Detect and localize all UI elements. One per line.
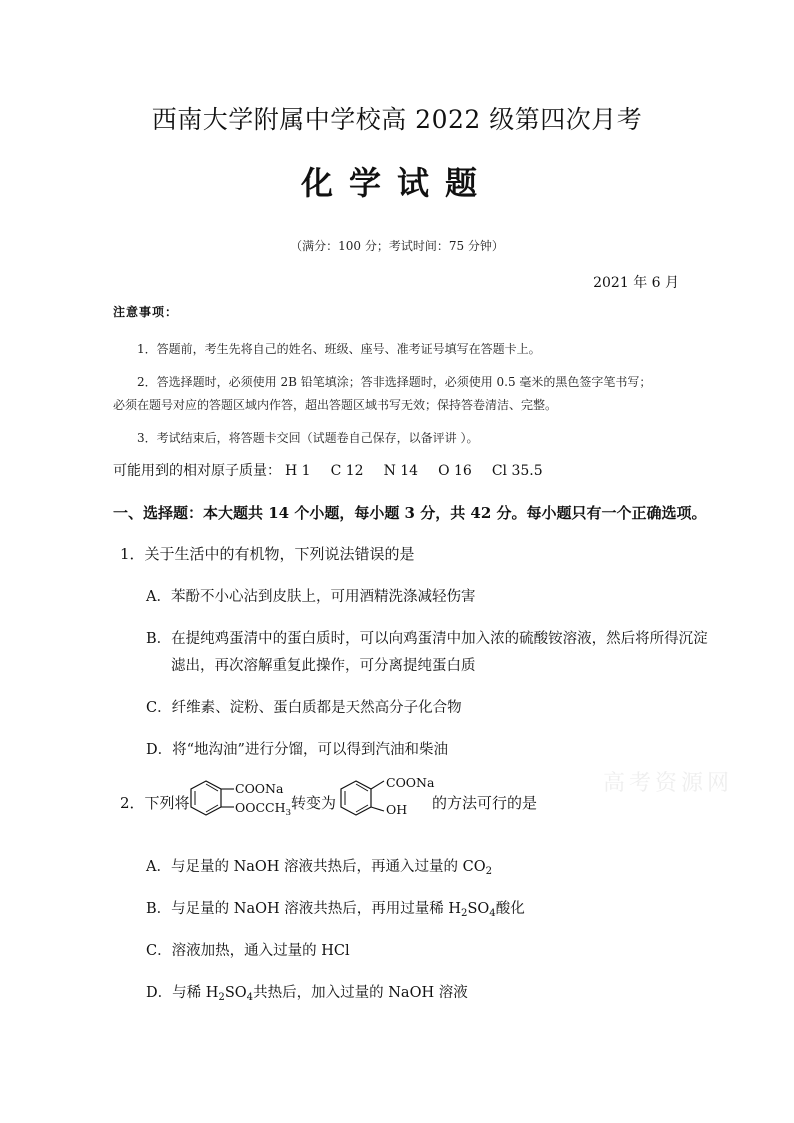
double-bond-2b <box>356 805 368 812</box>
q2-option-a <box>146 855 492 876</box>
bond-to-oh-2 <box>371 807 384 811</box>
q2-option-d-end: 共热后，加入过量的 NaOH 溶液 <box>253 985 468 1001</box>
mol2-oh: OH <box>386 802 408 817</box>
atomic-masses <box>113 460 563 480</box>
atomic-mass-n: N 14 <box>383 463 419 479</box>
notice-item-2: 2．答选择题时，必须使用 2B 铅笔填涂；答非选择题时，必须使用 0.5 毫米的黑色签字笔书写； <box>137 375 652 389</box>
atomic-mass-h: H 1 <box>285 463 311 479</box>
q1-option-b: B．在提纯鸡蛋清中的蛋白质时，可以向鸡蛋清中加入浓的硫酸铵溶液，然后将所得沉淀 <box>146 631 708 647</box>
q1-option-b-cont: 滤出，再次溶解重复此操作，可分离提纯蛋白质 <box>171 658 476 674</box>
notice-item-3: 3．考试结束后，将答题卡交回（试题卷自己保存，以备评讲 ）。 <box>137 431 479 445</box>
q2-option-a-sub: 2 <box>485 866 493 877</box>
q2-stem-suffix: 的方法可行的是 <box>432 794 538 812</box>
q2-option-d-so: SO <box>224 985 247 1001</box>
q2-option-d-sub2: 4 <box>246 992 254 1003</box>
q2-option-b <box>146 897 525 918</box>
atomic-masses-label: 可能用到的相对原子质量： <box>113 463 281 479</box>
q2-option-b-sub1: 2 <box>461 908 468 919</box>
notice-item-2-cont: 必须在题号对应的答题区域内作答，超出答题区域书写无效；保持答卷清洁、完整。 <box>113 398 558 412</box>
exam-date: 2021 年 6 月 <box>593 275 679 291</box>
atomic-mass-o: O 16 <box>438 463 472 479</box>
q2-option-d <box>146 981 468 1002</box>
q2-option-b-text: B．与足量的 NaOH 溶液共热后，再用过量稀 H <box>146 901 461 917</box>
bond-to-coona-2 <box>371 781 384 789</box>
watermark: 高考资源网 <box>603 771 734 796</box>
mol1-ester-sub: 3 <box>285 808 292 818</box>
q1-option-a: A．苯酚不小心沾到皮肤上，可用酒精洗涤减轻伤害 <box>146 589 476 605</box>
q1-option-c: C．纤维素、淀粉、蛋白质都是天然高分子化合物 <box>146 700 462 716</box>
q1-option-d: D．将“地沟油”进行分馏，可以得到汽油和柴油 <box>146 742 448 758</box>
q2-option-d-sub1: 2 <box>218 992 225 1003</box>
exam-info: （满分：100 分；考试时间：75 分钟） <box>290 239 504 253</box>
notice-heading: 注意事项： <box>113 305 179 319</box>
atomic-mass-cl: Cl 35.5 <box>491 463 543 479</box>
q2-option-d-text: D．与稀 H <box>146 985 219 1001</box>
q2-option-b-sub2: 4 <box>489 908 496 919</box>
exam-title: 西南大学附属中学校高 2022 级第四次月考 <box>151 105 643 134</box>
q2-option-c: C．溶液加热，通入过量的 HCl <box>146 943 350 959</box>
atomic-mass-c: C 12 <box>330 463 364 479</box>
subject-title: 化学试题 <box>300 164 493 202</box>
mol1-coona: COONa <box>235 781 284 796</box>
q2-stem-prefix: 2．下列将 <box>120 794 190 812</box>
notice-item-1: 1．答题前，考生先将自己的姓名、班级、座号、准考证号填写在答题卡上。 <box>137 342 541 356</box>
mol1-ester <box>235 800 292 818</box>
mol1-ester-text: OOCCH <box>235 800 286 815</box>
q2-option-b-so: SO <box>467 901 490 917</box>
q1-stem: 1．关于生活中的有机物，下列说法错误的是 <box>120 545 415 563</box>
q2-option-a-text: A．与足量的 NaOH 溶液共热后，再通入过量的 CO <box>146 859 486 875</box>
q2-stem-middle: 转变为 <box>291 794 337 812</box>
double-bond-2c <box>356 784 368 791</box>
mol2-coona: COONa <box>386 775 435 790</box>
q2-option-b-end: 酸化 <box>495 901 525 917</box>
section-title: 一、选择题：本大题共 14 个小题，每小题 3 分，共 42 分。每小题只有一个正确选项。 <box>113 504 707 522</box>
